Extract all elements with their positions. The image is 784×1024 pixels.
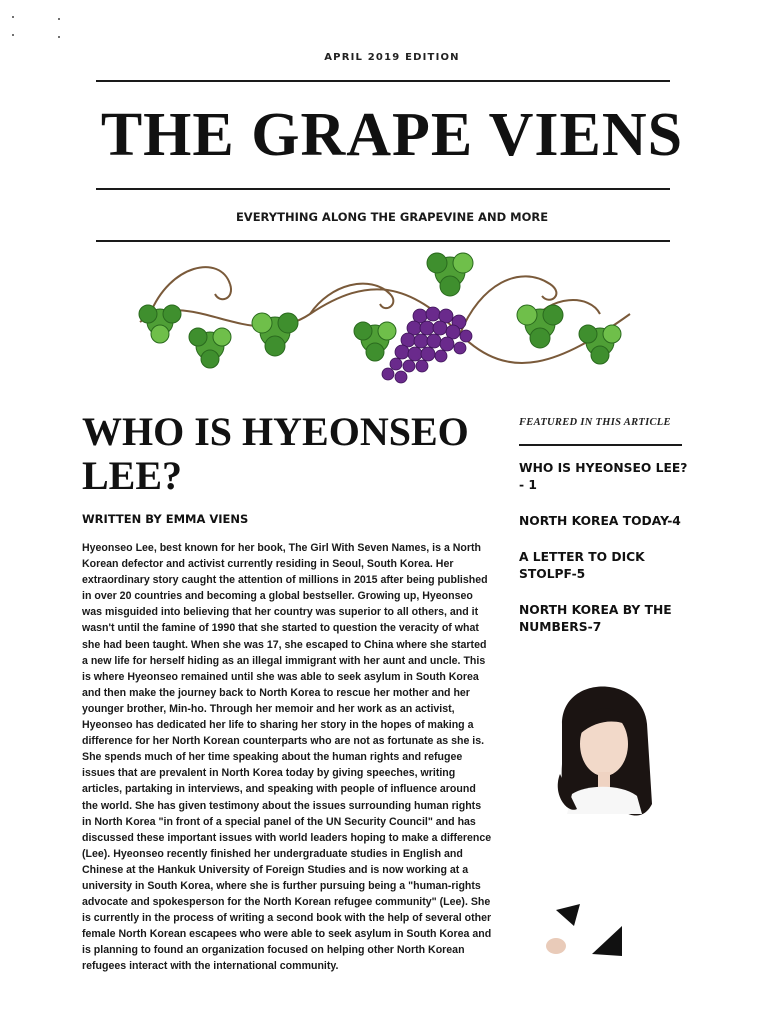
leaf-cluster bbox=[139, 253, 621, 368]
masthead-title: THE GRAPE VIENS bbox=[100, 101, 684, 169]
sidebar-rule bbox=[519, 444, 682, 446]
scan-speck bbox=[58, 18, 60, 20]
masthead-rule bbox=[96, 188, 670, 190]
top-rule bbox=[96, 80, 670, 82]
grape-bunch bbox=[382, 307, 472, 383]
article-headline: WHO IS HYEONSEO LEE? bbox=[82, 409, 469, 498]
scan-speck bbox=[12, 34, 14, 36]
scan-speck bbox=[12, 16, 14, 18]
portrait-photo bbox=[522, 664, 682, 974]
article-byline: WRITTEN BY EMMA VIENS bbox=[82, 512, 249, 526]
tagline-rule bbox=[96, 240, 670, 242]
toc-item: NORTH KOREA TODAY-4 bbox=[519, 514, 681, 528]
table-of-contents bbox=[519, 460, 689, 655]
toc-item: WHO IS HYEONSEO LEE? - 1 bbox=[519, 461, 688, 492]
scan-speck bbox=[58, 36, 60, 38]
featured-label: FEATURED IN THIS ARTICLE bbox=[519, 417, 671, 428]
article-body: Hyeonseo Lee, best known for her book, The Girl With Seven Names, is a North Korean defector and activist currently residing in Seoul, South Korea. Her extraordinary story caught the attention of millions in 2015 after being published in over 20 countries and becoming a global bestseller. Growing up, Hyeonseo was misguided into believing that her country was superior to all others, and it wasn't until the famine of 1990 that she started to question the veracity of what she had been taught. When she was 17, she escaped to China where she started a new life for herself hiding as an illegal immigrant with her aunt and uncle. This is where Hyeonseo remained until she was able to seek asylum in South Korea and then make the journey back to North Korea to rescue her mother and her younger brother, Min-ho. Through her memoir and her work as an activist, Hyeonseo has dedicated her life to sharing her story in the hopes of making a difference for her North Korean counterparts who are not as fortunate as she is. She spends much of her time speaking about the human rights and refugee issues that are prevalent in North Korea today by giving speeches, writing articles, partaking in interviews, and speaking with people of influence around the world. She has given testimony about the issues surrounding human rights in North Korea "in front of a special panel of the UN Security Council" and has discussed these important issues with world leaders hoping to make a difference (Lee). Hyeonseo recently finished her undergraduate studies in English and Chinese at the Hankuk University of Foreign Studies and is now working at a university in South Korea, where she is further pursuing being a "human-rights advocate and spokesperson for the North Korean refugee community" (Lee). She is currently in the process of writing a second book with the help of several other female North Korean escapees who were able to seek asylum in South Korea and is planning to found an organization focused on helping other North Korean refugees interact with the international community. bbox=[82, 542, 492, 973]
grapevine-illustration bbox=[130, 244, 640, 394]
toc-item: A LETTER TO DICK STOLPF-5 bbox=[519, 550, 645, 581]
edition-label: APRIL 2019 EDITION bbox=[324, 52, 460, 63]
toc-item: NORTH KOREA BY THE NUMBERS-7 bbox=[519, 603, 672, 634]
tagline: EVERYTHING ALONG THE GRAPEVINE AND MORE bbox=[235, 210, 549, 224]
